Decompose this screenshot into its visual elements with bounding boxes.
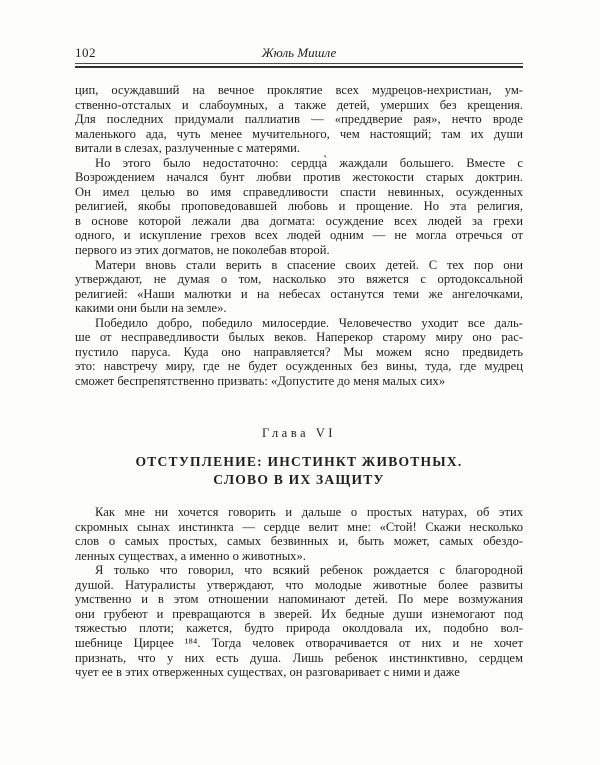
text-line: скромных сынах инстинкта — сердце велит мне: «Стой! Скажи несколько	[75, 519, 523, 534]
page-body	[75, 83, 523, 680]
text-line: Я только что говорил, что всякий ребенок рождается с благородной	[95, 563, 523, 578]
text-line: утверждают, не думая о том, насколько это вяжется с ортодоксальной	[75, 272, 523, 287]
chapter-label: Глава VI	[261, 426, 336, 441]
chapter-title	[75, 453, 523, 488]
text-line: религией, якобы проповедовавшей любовь и прощение. Но эта религия,	[75, 199, 523, 214]
text-line: Победило добро, победило милосердие. Человечество уходит все даль-	[95, 315, 523, 330]
text-line: одного, и искупление грехов всех людей одним — не могла отречься от	[75, 228, 523, 243]
text-line: они грубеют и превращаются в зверей. Их бедные души изнемогают под	[75, 606, 523, 621]
text-line: Он имел целью во имя справедливости спасти невинных, осужденных	[75, 184, 523, 199]
text-line: ше от несправедливости былых веков. Наперекор старому миру оно рас-	[75, 330, 523, 345]
text-column	[75, 0, 523, 680]
paragraph	[75, 258, 523, 316]
text-line: Матери вновь стали верить в спасение своих детей. С тех пор они	[95, 257, 523, 272]
text-line: первого из этих догматов, не поколебав второй.	[75, 243, 330, 258]
text-line: пустило паруса. Куда оно направляется? Мы можем ясно предвидеть	[75, 344, 523, 359]
paragraph	[75, 83, 523, 156]
page-number: 102	[75, 45, 96, 60]
text-line: в основе которой лежали два догмата: осуждение всех людей за грехи	[75, 213, 523, 228]
text-line: тяжестью плоти; кажется, будто природа околдовала их, подобно вол-	[75, 621, 523, 636]
text-line: чует ее в этих отверженных существах, он разговаривает с ними и даже	[75, 665, 460, 680]
text-line: Как мне ни хочется говорить и дальше о простых натурах, об этих	[95, 505, 523, 520]
text-line: Для последних придумали паллиатив — «преддверие рая», нечто вроде	[75, 112, 523, 127]
text-line: это: навстречу миру, где не будет осужденных без вины, туда, где мудрец	[75, 359, 523, 374]
text-line: шебнице Цирцее ¹⁸⁴. Тогда человек отворачивается от них и не хочет	[75, 635, 523, 650]
page-header	[75, 0, 523, 60]
text-line: какими они были на земле».	[75, 301, 227, 316]
text-line: Возрождением начался бунт любви против жестокости старых доктрин.	[75, 170, 523, 185]
text-line: витали в слезах, разлученные с матерями.	[75, 141, 301, 156]
paragraph	[75, 156, 523, 258]
text-line: слов о самых простых, самых безвинных и, быть может, самых обездо-	[75, 534, 523, 549]
text-line: ственно-отсталых и слабоумных, а также детей, умерших без крещения.	[75, 97, 523, 112]
chapter-title-line-1: ОТСТУПЛЕНИЕ: ИНСТИНКТ ЖИВОТНЫХ.	[135, 454, 463, 470]
paragraph	[75, 563, 523, 679]
header-rule	[75, 63, 523, 68]
paragraph	[75, 316, 523, 389]
text-line: признать, что у них есть душа. Лишь ребенок инстинктивно, сердцем	[75, 650, 523, 665]
chapter-title-line-2: СЛОВО В ИХ ЗАЩИТУ	[213, 471, 385, 487]
text-line: Но этого было недостаточно: сердца̀ жаждали большего. Вместе с	[95, 155, 523, 170]
text-line: душой. Натуралисты утверждают, что молодые животные более развиты	[75, 577, 523, 592]
text-block-bottom	[75, 505, 523, 680]
text-line: сможет беспрепятственно призвать: «Допустите до меня малых сих»	[75, 373, 446, 388]
text-line: цип, осуждавший на вечное проклятие всех мудрецов-нехристиан, ум-	[75, 83, 523, 97]
text-line: религией: «Наши малютки и на небесах останутся теми же ангелочками,	[75, 286, 523, 301]
text-line: умственно и в этом отношении напоминают детей. По мере возмужания	[75, 592, 523, 607]
paragraph	[75, 505, 523, 563]
text-line: ленных существах, а именно о животных».	[75, 548, 306, 563]
running-title: Жюль Мишле	[261, 45, 337, 60]
text-block-top	[75, 83, 523, 388]
text-line: маленького ада, чуть менее мучительного, чем настоящий; там их души	[75, 126, 523, 141]
